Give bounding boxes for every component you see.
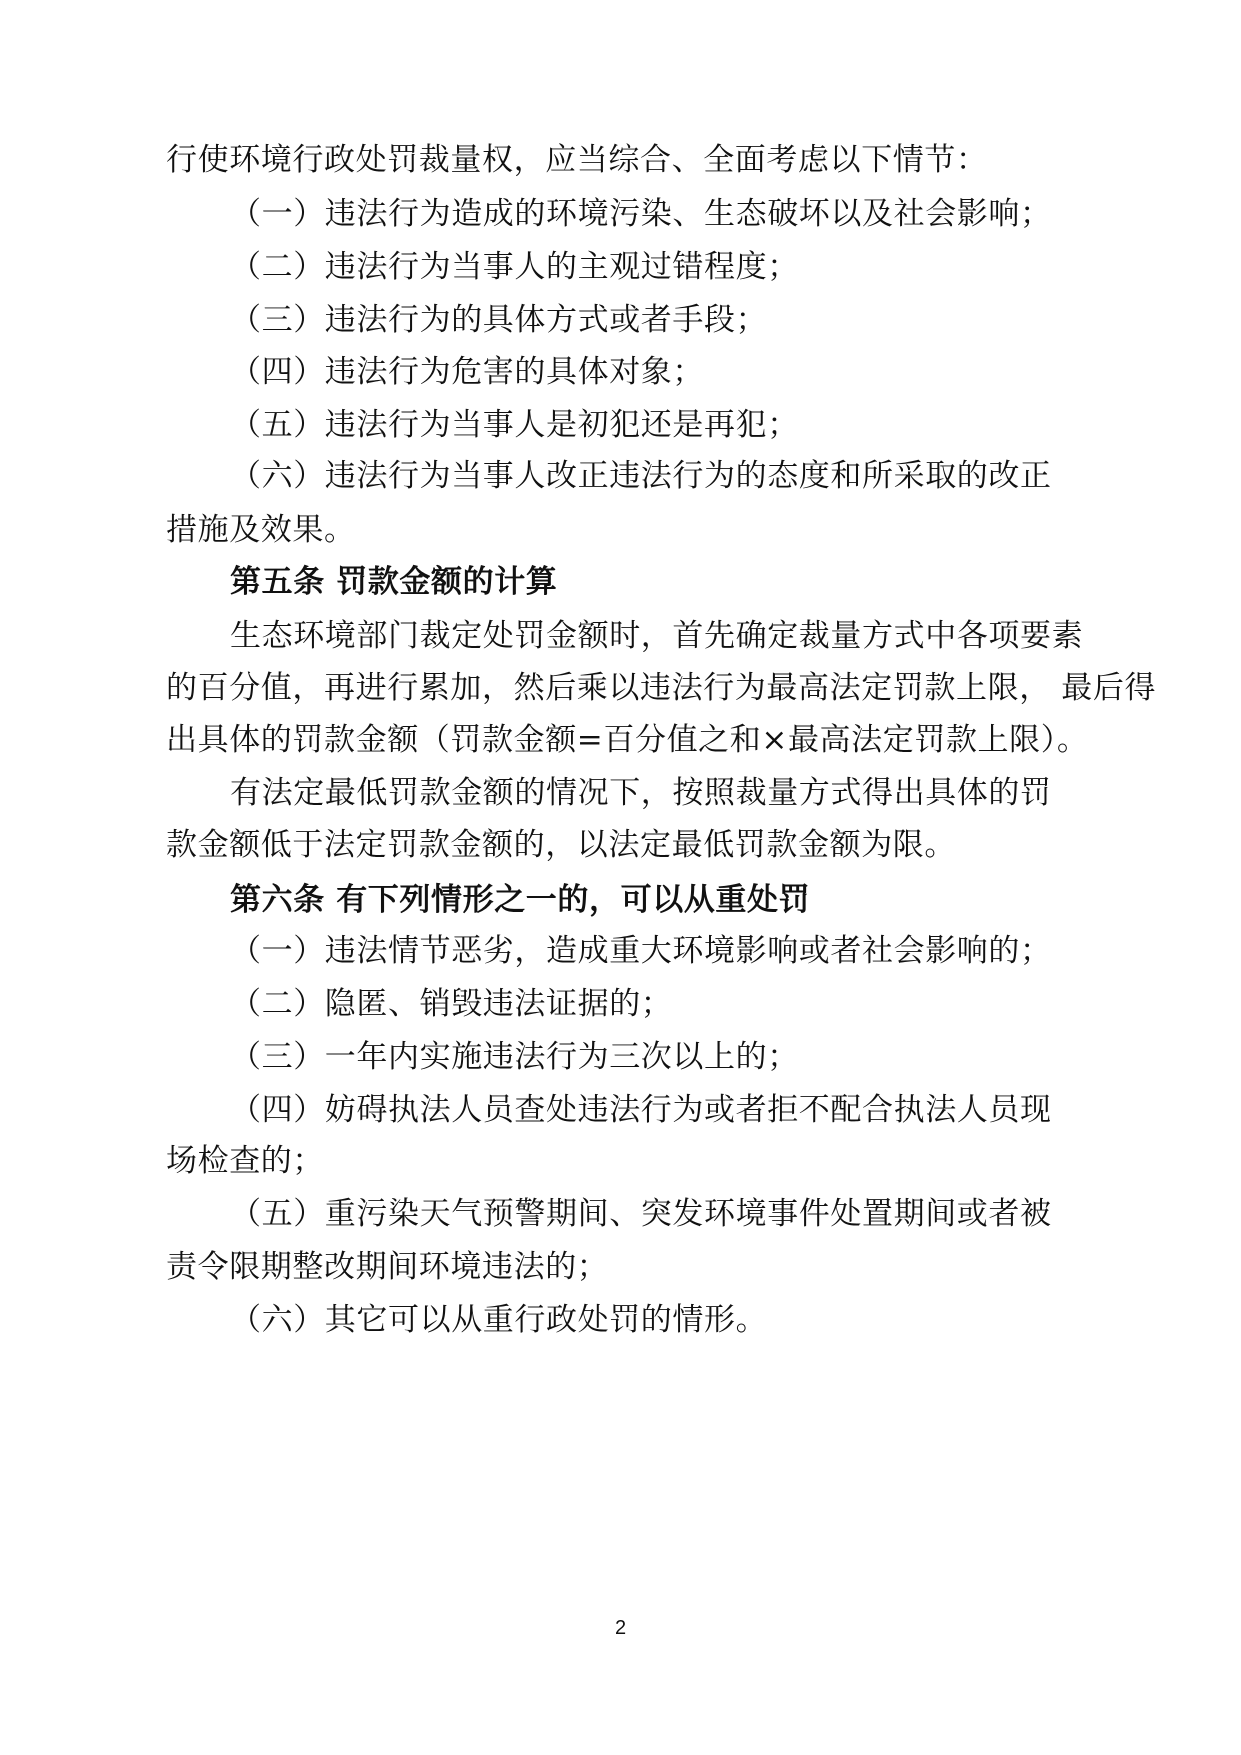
paragraph-line: 生态环境部门裁定处罚金额时，首先确定裁量方式中各项要素: [230, 618, 1084, 654]
paragraph-line: 款金额低于法定罚款金额的，以法定最低罚款金额为限。: [166, 827, 956, 863]
list-item: （四）违法行为危害的具体对象；: [230, 354, 704, 390]
paragraph-line: 措施及效果。: [166, 512, 356, 548]
list-item: （三）一年内实施违法行为三次以上的；: [230, 1039, 799, 1075]
list-item: （五）重污染天气预警期间、突发环境事件处置期间或者被: [230, 1196, 1052, 1232]
paragraph-line: 场检查的；: [166, 1143, 324, 1179]
paragraph-line: 责令限期整改期间环境违法的；: [166, 1249, 609, 1285]
list-item: （五）违法行为当事人是初犯还是再犯；: [230, 407, 799, 443]
list-item: （二）隐匿、销毁违法证据的；: [230, 986, 673, 1022]
list-item: （六）其它可以从重行政处罚的情形。: [230, 1302, 768, 1338]
paragraph-line: 出具体的罚款金额（罚款金额=百分值之和×最高法定罚款上限）。: [166, 722, 1089, 758]
list-item: （六）违法行为当事人改正违法行为的态度和所采取的改正: [230, 458, 1052, 494]
section-heading: 第五条 罚款金额的计算: [230, 564, 558, 600]
list-item: （三）违法行为的具体方式或者手段；: [230, 302, 768, 338]
paragraph-line: 的百分值，再进行累加，然后乘以违法行为最高法定罚款上限， 最后得: [166, 670, 1157, 706]
paragraph-line: 行使环境行政处罚裁量权，应当综合、全面考虑以下情节：: [166, 142, 988, 178]
page-number: 2: [614, 1617, 627, 1639]
list-item: （四）妨碍执法人员查处违法行为或者拒不配合执法人员现: [230, 1092, 1052, 1128]
section-heading: 第六条 有下列情形之一的，可以从重处罚: [230, 882, 811, 918]
list-item: （一）违法情节恶劣，造成重大环境影响或者社会影响的；: [230, 933, 1052, 969]
paragraph-line: 有法定最低罚款金额的情况下，按照裁量方式得出具体的罚: [230, 775, 1052, 811]
list-item: （二）违法行为当事人的主观过错程度；: [230, 249, 799, 285]
list-item: （一）违法行为造成的环境污染、生态破坏以及社会影响；: [230, 196, 1052, 232]
